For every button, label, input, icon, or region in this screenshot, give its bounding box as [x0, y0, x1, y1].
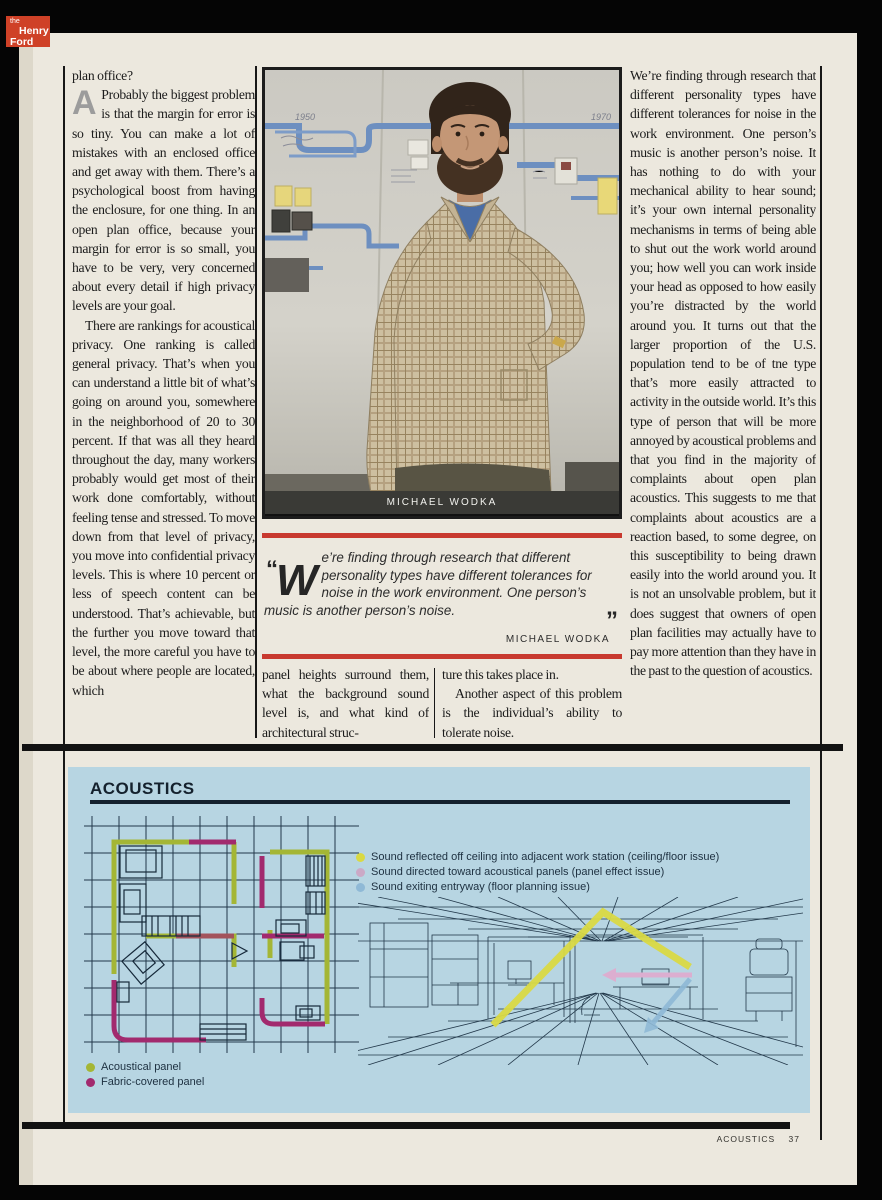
- legend-label: Sound directed toward acoustical panels (panel effect issue): [371, 866, 665, 878]
- open-quote-mark: “: [266, 556, 276, 583]
- sound-path-panel: [602, 968, 692, 982]
- legend-label: Sound reflected off ceiling into adjacent work station (ceiling/floor issue): [371, 851, 720, 863]
- right-edge-rule: [820, 66, 822, 1140]
- legend-dot-pink: [356, 868, 365, 877]
- legend-item: [356, 866, 796, 878]
- pullquote-body: [264, 549, 616, 619]
- acoustics-title-rule: [90, 800, 790, 804]
- photo-michael-wodka: [262, 67, 622, 519]
- paragraph-text: Another aspect of this problem is the individual’s ability to tolerate noise.: [442, 686, 622, 740]
- article-column-mid-right: [442, 665, 622, 742]
- floor-plan-diagram: [84, 812, 359, 1057]
- article-column-right: [630, 66, 816, 742]
- answer-paragraph: [72, 85, 255, 315]
- legend-label: Acoustical panel: [101, 1061, 182, 1073]
- legend-dot-blue: [356, 883, 365, 892]
- paragraph-text: panel heights surround them, what the background sound level is, and what kind of architectural struc-: [262, 667, 429, 740]
- column1-right-rule: [255, 66, 257, 738]
- paragraph-text: Probably the biggest problem is that the margin for error is so tiny. You can make a lot of mistakes with an enclosed office and get away with them. There’s a psychological boost from having the enclosure, for one thing. In an open plan office, because your margin for error is so small, you have to be very, very concerned about every detail if high privacy levels are your goal.: [72, 87, 255, 314]
- henry-ford-logo: [6, 16, 50, 47]
- pullquote-rule-bottom: [262, 654, 622, 659]
- dropcap-a: A: [72, 84, 97, 123]
- paragraph-text: There are rankings for acoustical privacy. One ranking is called general privacy. That’s when you can understand a little bit of what’s going on around you, somewhere in the neighborhood of 20 to 30 percent. If that was all they heard throughout the day, many workers probably would get most of their work done comfortably, without feeling tense and stressed. To move down from that level of privacy, you move into confidential privacy levels. This is where 10 percent or less of speech content can be understood. That’s achievable, but the further you move toward that level, the more careful you have to be about where people are located, which: [72, 317, 255, 698]
- panel-legend: [86, 1061, 326, 1091]
- acoustics-title: ACOUSTICS: [90, 779, 195, 798]
- logo-text-the: the: [10, 18, 20, 25]
- section-divider-bar: [22, 744, 843, 751]
- legend-item: [86, 1061, 326, 1073]
- legend-dot-green: [86, 1063, 95, 1072]
- pullquote-text: e’re finding through research that different personality types have different tolerances for noise in the work environment. One person’s music is another person’s noise.: [264, 550, 592, 618]
- question-leadin: plan office?: [72, 68, 133, 83]
- legend-label: Fabric-covered panel: [101, 1076, 205, 1088]
- article-column-left: [72, 66, 255, 742]
- left-column-rule: [63, 66, 65, 1122]
- pull-quote: [262, 533, 622, 659]
- bottom-divider-bar: [22, 1122, 790, 1129]
- sound-legend: [356, 851, 796, 896]
- board-year: 1950: [295, 112, 316, 122]
- board-year: 1970: [591, 112, 612, 122]
- footer-page-number: 37: [788, 1134, 800, 1144]
- logo-text-ford: Ford: [10, 35, 34, 48]
- close-quote-mark: ”: [606, 607, 618, 634]
- pullquote-dropcap: “W: [266, 556, 318, 605]
- pullquote-attribution: MICHAEL WODKA: [505, 634, 610, 645]
- paragraph-text: ture this takes place in.: [442, 667, 559, 682]
- article-column-mid-left: [262, 665, 429, 742]
- perspective-diagram: [358, 897, 803, 1065]
- legend-dot-magenta: [86, 1078, 95, 1087]
- photo-caption: MICHAEL WODKA: [265, 491, 619, 514]
- legend-item: [86, 1076, 326, 1088]
- footer-section-label: ACOUSTICS: [716, 1134, 776, 1144]
- logo-text-henry: Henry: [19, 25, 49, 37]
- legend-dot-yellow: [356, 853, 365, 862]
- mid-column-divider: [434, 668, 435, 738]
- acoustics-diagram-panel: [68, 767, 810, 1113]
- paragraph-text: We’re finding through research that different personality types have different tolerances for noise in the work environment. One person’s music is another person’s noise. It has nothing to do with your mechanical ability to hear sound; it’s your own internal personality mechanisms in terms of being able to shut out the work world around you; how well you can work inside your head as opposed to how easily you’re distracted by the world around you. It turns out that the larger proportion of the U.S. population tend to be of tne type that’s more easily attracted to activity in the outside world. It’s this type of person that will be more annoyed by acoustical problems and that you find in the majority of complaints about open plan acoustics. This suggests to me that complaints about acoustics are a reaction based, to some degree, on this susceptibility to being drawn easily into the world around you. It is not an unsolvable problem, but it does suggest that owners of open plan facilities may actually have to pay more attention than they have in the past to the question of acoustics.: [630, 68, 816, 679]
- legend-label: Sound exiting entryway (floor planning issue): [371, 881, 590, 893]
- page-binding-edge: [19, 33, 34, 1185]
- photo-illustration: [265, 70, 619, 493]
- legend-item: [356, 851, 796, 863]
- legend-item: [356, 881, 796, 893]
- pullquote-rule-top: [262, 533, 622, 538]
- page-footer: [600, 1134, 800, 1144]
